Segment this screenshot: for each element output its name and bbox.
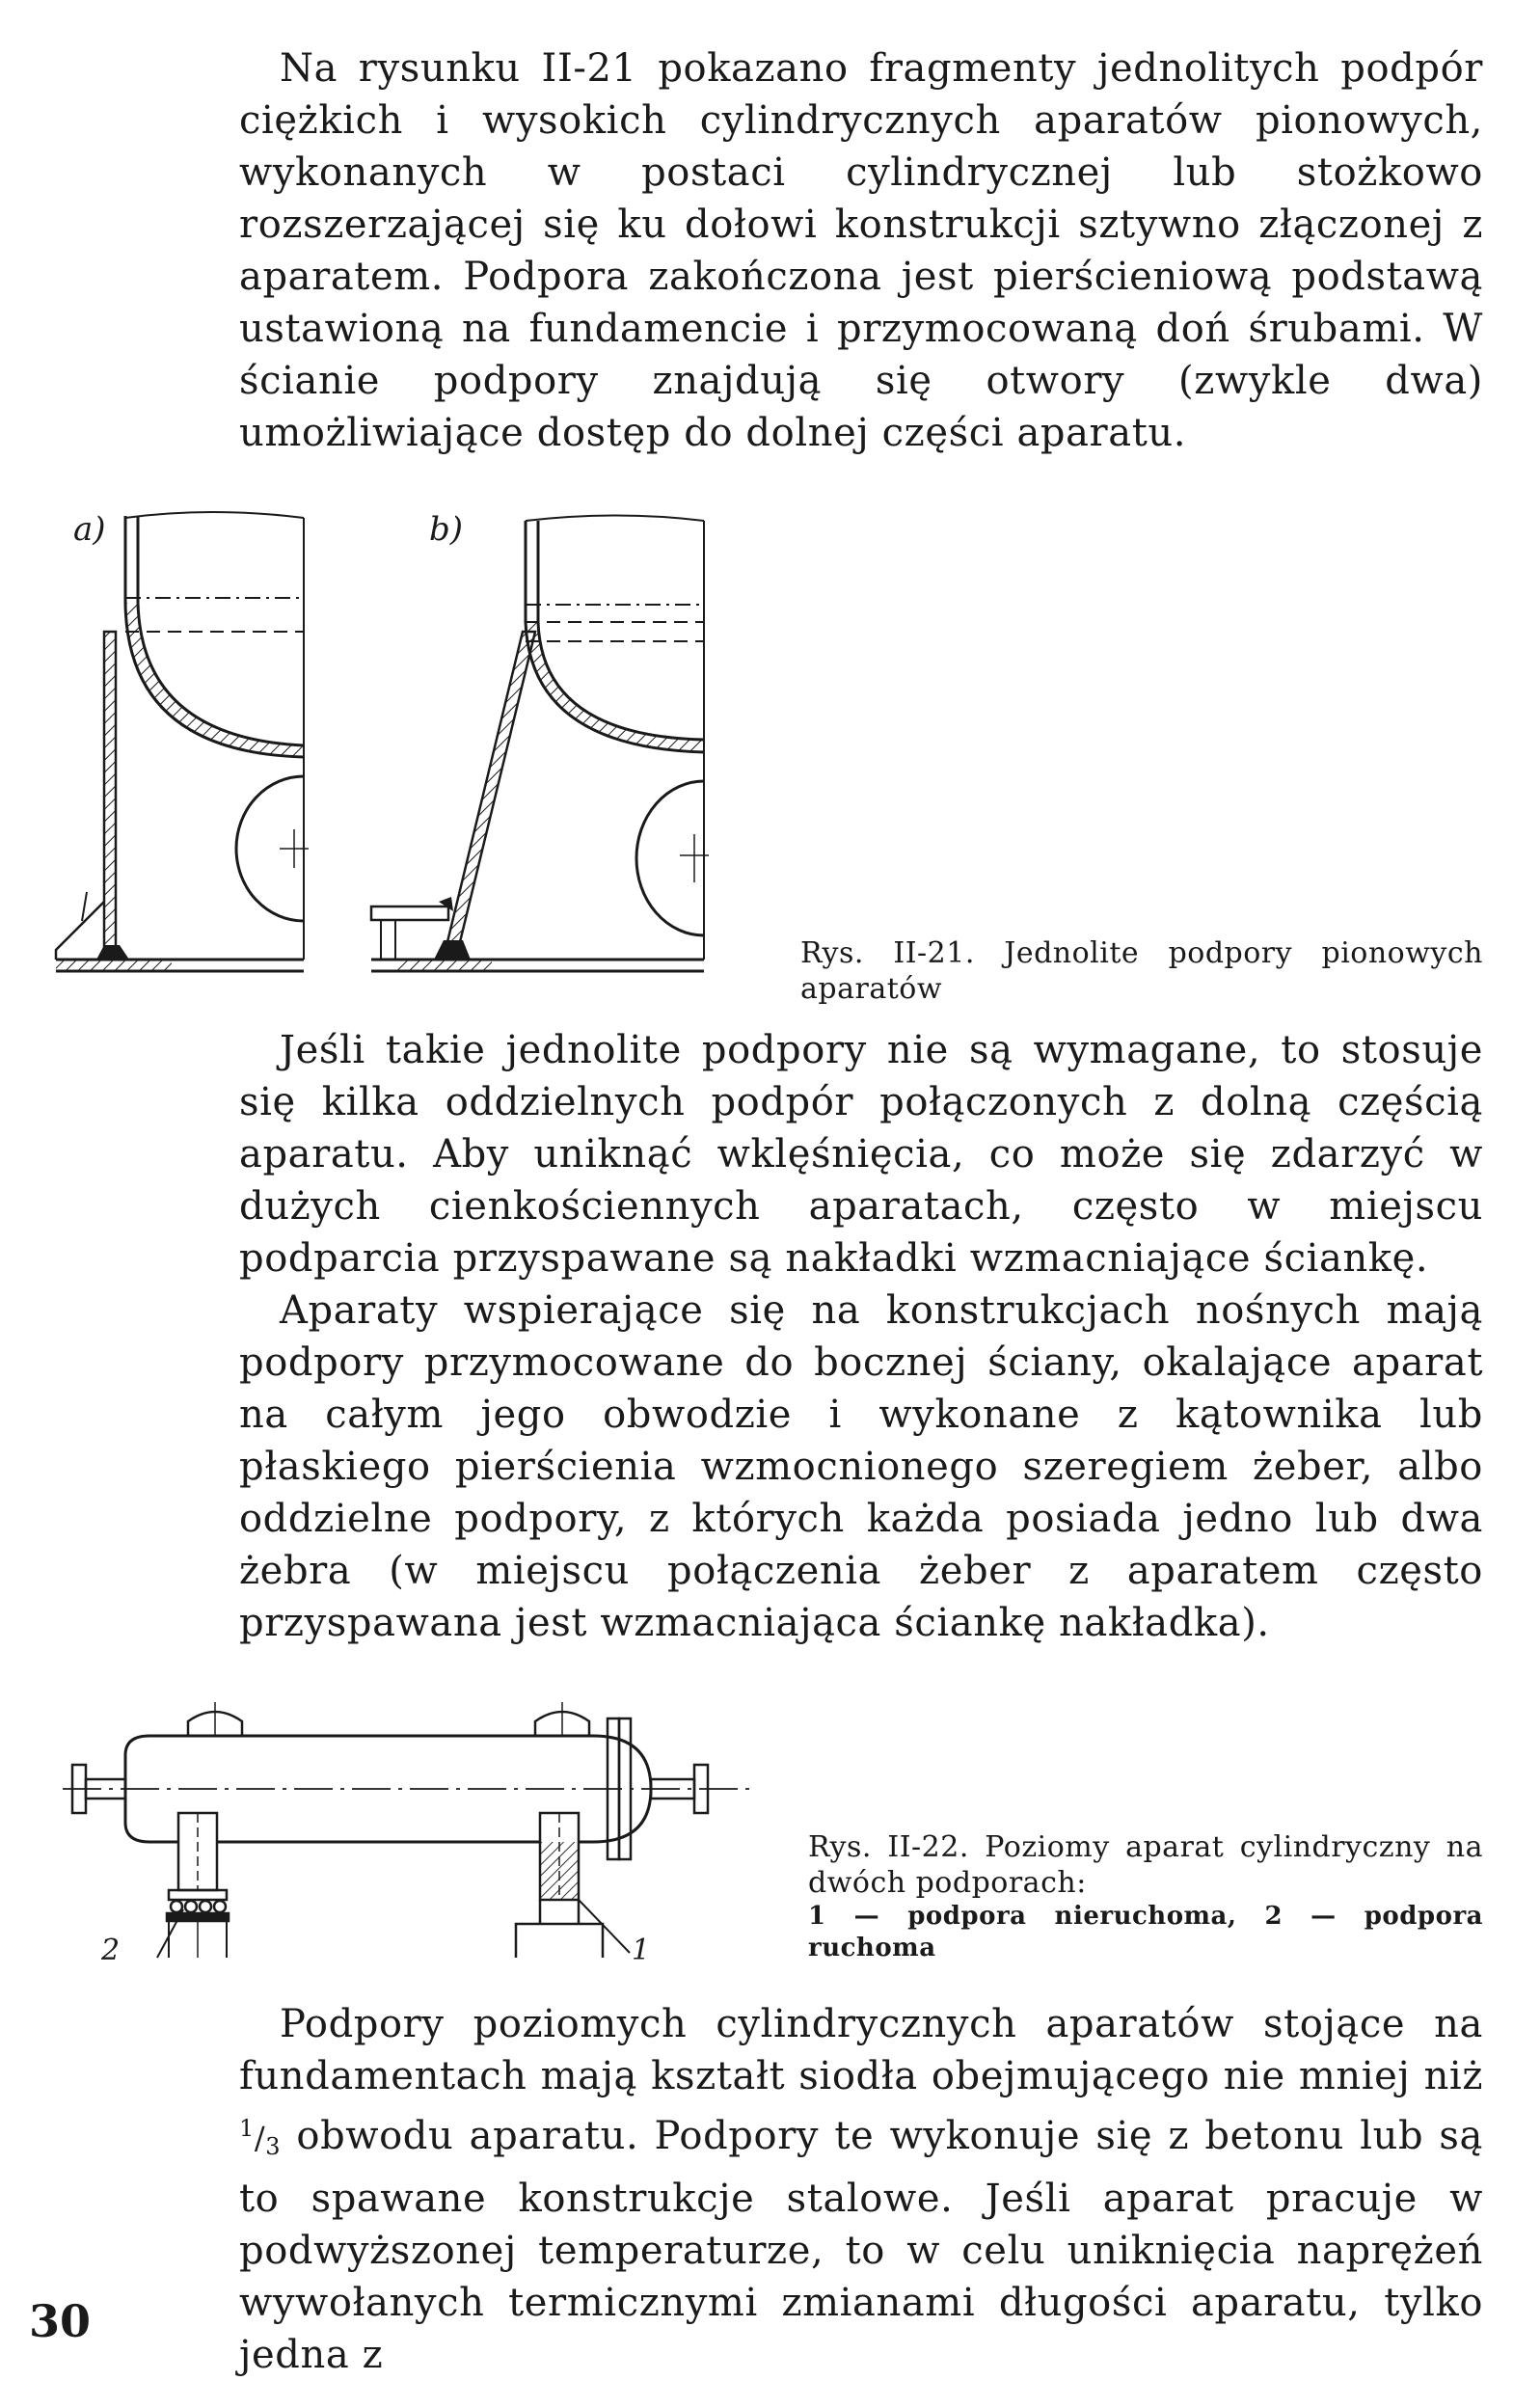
paragraph-1 <box>239 42 1483 459</box>
paragraph-4-part-2: obwodu aparatu. Podpory te wykonuje się z betonu lub są to spawane konstrukcje stalowe. Jeśli aparat pracuje w podwyższonej temperaturze, to w celu uniknięcia naprężeń wywołanych termicznymi zmianami długości aparatu, tylko jedna z <box>239 2114 1483 2378</box>
paragraphs-2-3 <box>239 1024 1483 1649</box>
paragraph-2-text: Jeśli takie jednolite podpory nie są wymagane, to stosuje się kilka oddzielnych podpór połączonych z dolną częścią aparatu. Aby uniknąć wklęśnięcia, co może się zdarzyć w dużych cienkościennych aparatach, często w miejscu podparcia przyspawane są nakładki wzmacniające ściankę. <box>239 1028 1483 1281</box>
figure-II-22-drawing <box>53 1697 767 1967</box>
figure-II-22-caption: Rys. II-22. Poziomy aparat cylindryczny na dwóch podporach: <box>808 1830 1483 1900</box>
figure-a-label: a) <box>73 510 106 549</box>
paragraph-4-text <box>239 1998 1483 2381</box>
figure-II-22-caption-block <box>808 1829 1483 1964</box>
figure-label-2: 2 <box>101 1934 121 1967</box>
paragraph-4-part-1: Podpory poziomych cylindrycznych aparatów stojące na fundamentach mają kształt siodła obejmującego nie mniej niż <box>239 2002 1483 2098</box>
paragraph-1-text: Na rysunku II-21 pokazano fragmenty jednolitych podpór ciężkich i wysokich cylindrycznych aparatów pionowych, wykonanych w postaci cylindrycznej lub stożkowo rozszerzającej się ku dołowi konstrukcji sztywno złączonej z aparatem. Podpora zakończona jest pierścieniową podstawą ustawioną na fundamencie i przymocowaną doń śrubami. W ścianie podpory znajdują się otwory (zwykle dwa) umożliwiające dostęp do dolnej części aparatu. <box>239 46 1483 455</box>
figure-b-label: b) <box>429 510 464 549</box>
figure-II-22-legend: 1 — podpora nieruchoma, 2 — podpora ruchoma <box>808 1902 1483 1962</box>
figure-II-21-drawing <box>48 497 743 998</box>
paragraph-3-text: Aparaty wspierające się na konstrukcjach nośnych mają podpory przymocowane do bocznej ściany, okalające aparat na całym jego obwodzie i wykonane z kątownika lub płaskiego pierścienia wzmocnionego szeregiem żeber, albo oddzielne podpory, z których każda posiada jedno lub dwa żebra (w miejscu połączenia żeber z aparatem często przyspawana jest wzmacniająca ściankę nakładka). <box>239 1288 1483 1645</box>
figure-label-1: 1 <box>632 1934 651 1967</box>
fraction-denominator: 3 <box>265 2133 282 2161</box>
fraction-numerator: 1 <box>239 2115 255 2142</box>
figure-II-21-caption: Rys. II-21. Jednolite podpory pionowych aparatów <box>800 936 1483 1006</box>
page-number: 30 <box>29 2295 92 2347</box>
fraction-one-third: $^1/_3$ <box>239 2115 282 2161</box>
paragraph-4 <box>239 1998 1483 2381</box>
